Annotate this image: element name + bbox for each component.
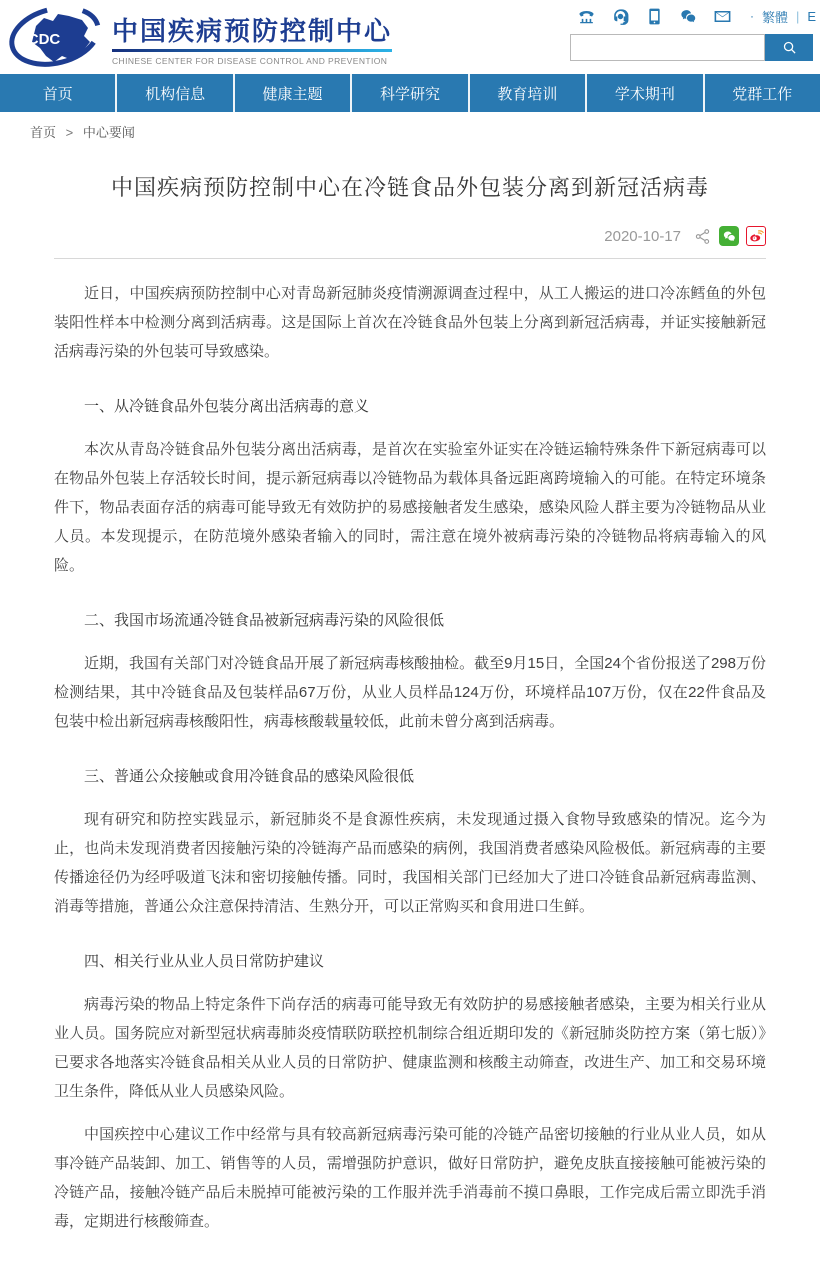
lang-english-link[interactable]: E — [807, 8, 817, 24]
brand-underline — [112, 49, 392, 52]
site-header — [0, 0, 820, 74]
service-headset-icon[interactable] — [610, 6, 630, 26]
cdc-logo-icon — [6, 4, 104, 72]
svg-text:CDC: CDC — [27, 31, 61, 48]
paragraph: 近期，我国有关部门对冷链食品开展了新冠病毒核酸抽检。截至9月15日，全国24个省份报送了298万份检测结果，其中冷链食品及包装样品67万份，从业人员样品124万份，环境样品107万份，仅在22件食品及包装中检出新冠病毒核酸阳性，病毒核酸载量较低，此前未曾分离到活病毒。 — [54, 655, 766, 730]
article-body — [54, 259, 766, 1262]
phone-icon[interactable] — [576, 6, 596, 26]
paragraph: 现有研究和防控实践显示，新冠肺炎不是食源性疾病，未发现通过摄入食物导致感染的情况。迄今为止，也尚未发现消费者因接触污染的冷链海产品而感染的病例，我国消费者感染风险极低。新冠病毒的主要传播途径仍为经呼吸道飞沫和密切接触传播。同时，我国相关部门已经加大了进口冷链食品新冠病毒监测、消毒等措施，普通公众注意保持清洁、生熟分开，可以正常购买和食用进口生鲜。 — [54, 811, 766, 915]
paragraph: 病毒污染的物品上特定条件下尚存活的病毒可能导致无有效防护的易感接触者感染，主要为相关行业从业人员。国务院应对新型冠状病毒肺炎疫情联防联控机制综合组近期印发的《新冠肺炎防控方案（第七版）》已要求各地落实冷链食品相关从业人员的日常防护、健康监测和核酸主动筛查，改进生产、加工和交易环境卫生条件，降低从业人员感染风险。 — [54, 996, 766, 1100]
nav-item-org-info[interactable]: 机构信息 — [117, 74, 234, 112]
paragraph: 本次从青岛冷链食品外包装分离出活病毒，是首次在实验室外证实在冷链运输特殊条件下新冠病毒可以在物品外包装上存活较长时间，提示新冠病毒以冷链物品为载体具备远距离跨境输入的可能。在特定环境条件下，物品表面存活的病毒可能导致无有效防护的易感接触者发生感染，感染风险人群主要为冷链物品从业人员。本发现提示，在防范境外感染者输入的同时，需注意在境外被病毒污染的冷链物品将病毒输入的风险。 — [54, 441, 766, 574]
nav-item-health[interactable]: 健康主题 — [235, 74, 352, 112]
site-title: 中国疾病预防控制中心 — [112, 16, 393, 46]
section-heading-2: 二、我国市场流通冷链食品被新冠病毒污染的风险很低 — [84, 612, 445, 629]
section-heading-3: 三、普通公众接触或食用冷链食品的感染风险很低 — [84, 768, 415, 785]
wechat-icon[interactable] — [678, 6, 698, 26]
cdc-logo[interactable] — [6, 4, 104, 72]
mobile-icon[interactable] — [644, 6, 664, 26]
nav-item-research[interactable]: 科学研究 — [352, 74, 469, 112]
language-switch — [750, 7, 816, 26]
paragraph: 近日，中国疾病预防控制中心对青岛新冠肺炎疫情溯源调查过程中，从工人搬运的进口冷冻鳕鱼的外包装阳性样本中检测分离到活病毒。这是国际上首次在冷链食品外包装上分离到新冠活病毒，并证实接触新冠活病毒污染的外包装可导致感染。 — [54, 285, 766, 360]
breadcrumb-home-link[interactable]: 首页 — [30, 125, 57, 140]
lang-bullet: · — [750, 9, 754, 23]
breadcrumb-separator: > — [65, 125, 74, 140]
search-button[interactable] — [765, 34, 813, 61]
quick-links — [570, 4, 820, 28]
paragraph: 中国疾控中心建议工作中经常与具有较高新冠病毒污染可能的冷链产品密切接触的行业从业人员，如从事冷链产品装卸、加工、销售等的人员，需增强防护意识，做好日常防护，避免皮肤直接接触可能被污染的冷链产品，接触冷链产品后未脱掉可能被污染的工作服并洗手消毒前不摸口鼻眼，工作完成后需立即洗手消毒，定期进行核酸筛查。 — [54, 1126, 766, 1230]
weibo-share-icon[interactable] — [746, 226, 766, 246]
search-bar — [570, 34, 813, 61]
nav-item-education[interactable]: 教育培训 — [470, 74, 587, 112]
main-nav — [0, 74, 820, 112]
nav-item-journals[interactable]: 学术期刊 — [587, 74, 704, 112]
article-meta-row — [54, 226, 766, 259]
section-heading-1: 一、从冷链食品外包装分离出活病毒的意义 — [84, 398, 370, 415]
search-icon — [782, 40, 797, 55]
site-subtitle: CHINESE CENTER FOR DISEASE CONTROL AND PREVENTION — [112, 56, 388, 66]
wechat-share-icon[interactable] — [719, 226, 739, 246]
publish-date: 2020-10-17 — [604, 227, 681, 245]
site-brand — [112, 4, 392, 66]
breadcrumb — [0, 112, 820, 145]
lang-divider: | — [796, 8, 800, 24]
article-title: 中国疾病预防控制中心在冷链食品外包装分离到新冠活病毒 — [110, 175, 709, 200]
share-icon[interactable] — [692, 226, 712, 246]
search-input[interactable] — [570, 34, 765, 61]
nav-item-party[interactable]: 党群工作 — [732, 85, 793, 103]
lang-traditional-link[interactable]: 繁體 — [762, 9, 789, 25]
mail-icon[interactable] — [712, 6, 732, 26]
article — [54, 171, 766, 1262]
breadcrumb-current-link[interactable]: 中心要闻 — [82, 125, 135, 140]
section-heading-4: 四、相关行业从业人员日常防护建议 — [84, 953, 325, 970]
nav-item-home[interactable]: 首页 — [0, 74, 117, 112]
